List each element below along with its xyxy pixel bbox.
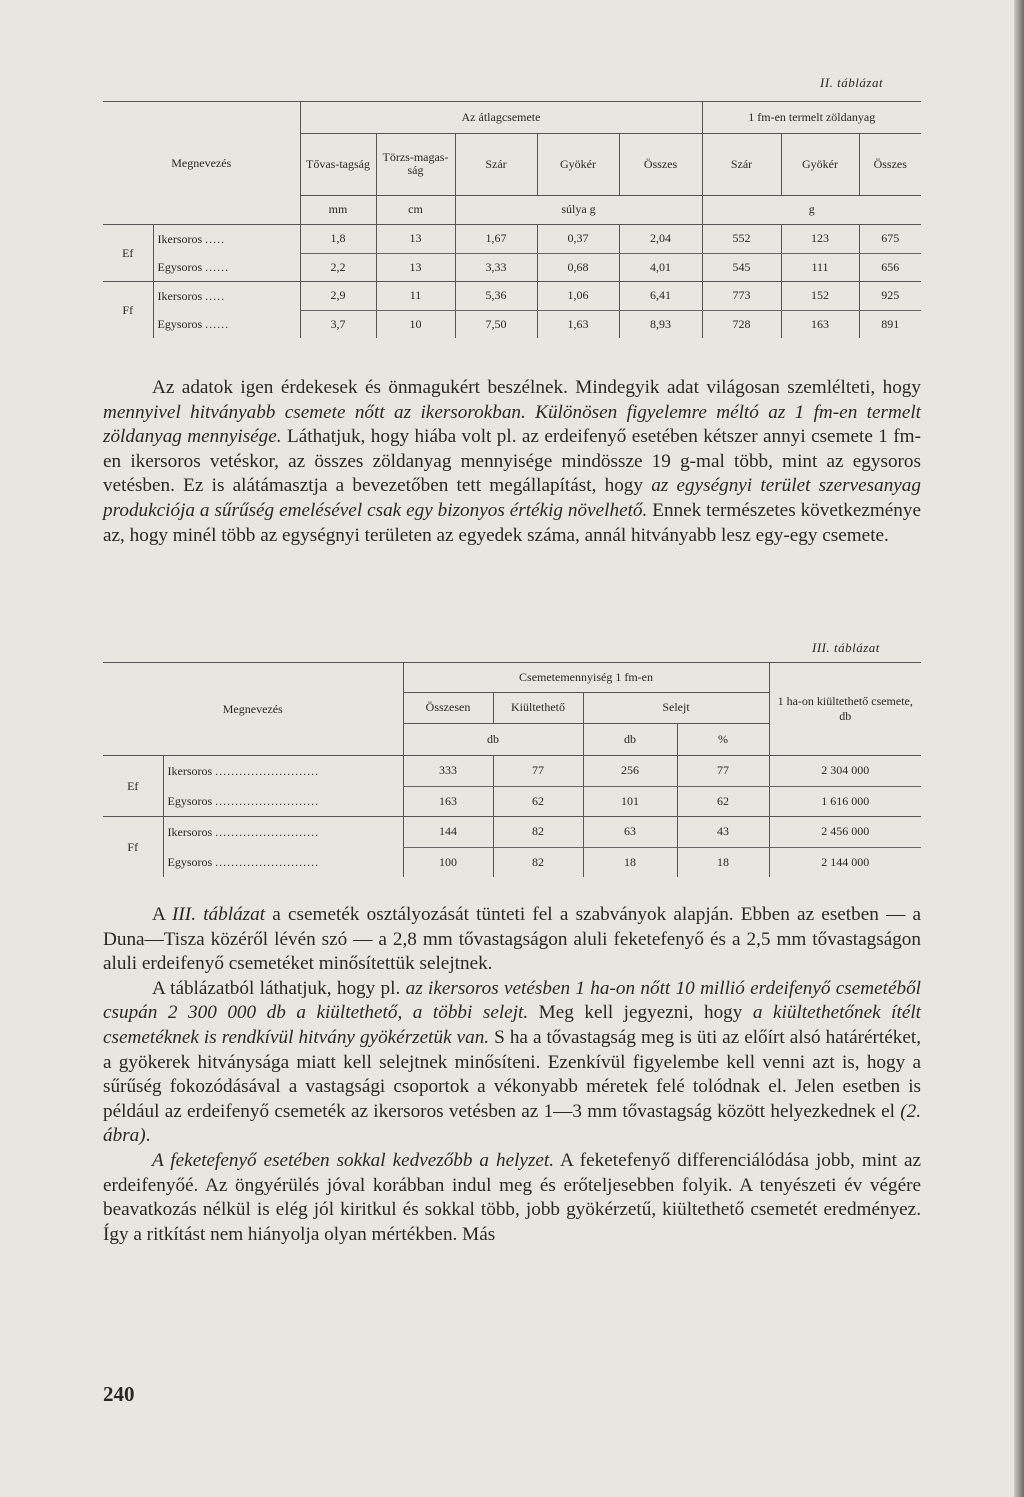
t2-head-osszes: Összes bbox=[619, 133, 702, 195]
t3-cell: 100 bbox=[403, 847, 493, 877]
t3-cell: 62 bbox=[677, 786, 769, 817]
t2-cell: 675 bbox=[859, 225, 921, 254]
t3-row-name bbox=[163, 756, 403, 787]
t3-head-megnevezes: Megnevezés bbox=[103, 663, 403, 756]
t2-cell: 3,7 bbox=[300, 310, 376, 338]
t3-cell: 333 bbox=[403, 756, 493, 787]
t2-head-gyoker: Gyökér bbox=[537, 133, 619, 195]
t2-cell: 13 bbox=[376, 253, 455, 282]
t2-head-szar: Szár bbox=[455, 133, 537, 195]
para4-emphasis: A feketefenyő esetében sokkal kedvezőbb a helyzet. bbox=[152, 1149, 555, 1171]
t3-head-group: Csemetemennyiség 1 fm-en bbox=[403, 663, 769, 693]
t2-cell: 1,06 bbox=[537, 282, 619, 311]
t2-cell: 163 bbox=[781, 310, 859, 338]
leader-dots: ..... bbox=[205, 288, 226, 303]
t2-unit-g: g bbox=[702, 195, 921, 225]
t2-cell: 5,36 bbox=[455, 282, 537, 311]
para3-text: A táblázatból láthatjuk, hogy pl. bbox=[152, 977, 406, 999]
t2-head-fm-gyoker: Gyökér bbox=[781, 133, 859, 195]
t2-cell: 0,68 bbox=[537, 253, 619, 282]
para4-text: A feketefenyő differenciálódása jobb, mint az erdeifenyőé. Az öngyérülés jóval korábban indul meg és erőteljesebben folyik. A tenyészeti év végére beavatkozás nélkül is elég jól kiritkul és sokkal több, jobb gyökérzetű, kiültethető csemetét eredményez. Így a ritkítást nem hiányolja olyan mértékben. Más bbox=[103, 1149, 921, 1245]
para1-text: Ennek természetes következménye az, hogy minél több az egységnyi területen az egyedek száma, annál hitványabb lesz egy-egy csemete. bbox=[103, 499, 921, 546]
t2-cell: 6,41 bbox=[619, 282, 702, 311]
page-number: 240 bbox=[103, 1382, 135, 1406]
t2-cell: 1,63 bbox=[537, 310, 619, 338]
para3-text: . bbox=[145, 1125, 151, 1147]
t2-head-fm-szar: Szár bbox=[702, 133, 781, 195]
table3 bbox=[103, 662, 921, 877]
leader-dots: .......................... bbox=[215, 793, 320, 808]
t2-cell: 11 bbox=[376, 282, 455, 311]
row-label: Egysoros bbox=[167, 793, 213, 808]
t2-cell: 773 bbox=[702, 282, 781, 311]
leader-dots: .......................... bbox=[215, 763, 320, 778]
para1-emphasis: mennyivel hitványabb csemete nőtt az ikersorokban. Különösen figyelemre méltó az 1 fm-en termelt zöldanyag mennyisége. bbox=[103, 401, 921, 448]
row-label: Egysoros bbox=[157, 316, 203, 331]
t3-cell: 82 bbox=[493, 847, 583, 877]
t2-cell: 10 bbox=[376, 310, 455, 338]
leader-dots: ...... bbox=[205, 316, 230, 331]
t2-cell: 728 bbox=[702, 310, 781, 338]
t2-cell: 111 bbox=[781, 253, 859, 282]
t3-unit-pct: % bbox=[677, 723, 769, 755]
paragraph-1 bbox=[103, 376, 921, 548]
t3-cell: 82 bbox=[493, 817, 583, 848]
t2-cell: 2,2 bbox=[300, 253, 376, 282]
t2-cell: 7,50 bbox=[455, 310, 537, 338]
row-label: Ikersoros bbox=[167, 824, 213, 839]
t2-cell: 8,93 bbox=[619, 310, 702, 338]
page-edge bbox=[1014, 0, 1024, 1497]
t3-group-ef: Ef bbox=[103, 756, 163, 817]
t3-cell: 18 bbox=[677, 847, 769, 877]
t3-row-name bbox=[163, 786, 403, 817]
t3-head-ha: 1 ha-on kiültethető csemete, db bbox=[769, 663, 921, 756]
t2-cell: 3,33 bbox=[455, 253, 537, 282]
para1-emphasis: az egységnyi terület szervesanyag produkciója a sűrűség emelésével csak egy bizonyos értékig növelhető. bbox=[103, 475, 921, 521]
para3-emphasis: az ikersoros vetésben 1 ha-on nőtt 10 millió erdeifenyő csemetéből csupán 2 300 000 db a kiültethető, a többi selejt. bbox=[103, 977, 921, 1024]
t2-head-atlag: Az átlagcsemete bbox=[300, 102, 702, 134]
row-label: Egysoros bbox=[167, 854, 213, 869]
t3-cell: 2 304 000 bbox=[769, 756, 921, 787]
t2-row-name bbox=[153, 225, 300, 254]
t3-row-name bbox=[163, 847, 403, 877]
row-label: Ikersoros bbox=[167, 763, 213, 778]
para2-emphasis: III. táblázat bbox=[172, 904, 266, 925]
t2-group-ff: Ff bbox=[103, 282, 153, 339]
t3-cell: 77 bbox=[677, 756, 769, 787]
table2-caption: II. táblázat bbox=[820, 75, 884, 90]
para3-emphasis: (2. ábra) bbox=[103, 1100, 921, 1147]
para3-emphasis: a kiültethetőnek ítélt csemetéknek is rendkívül hitvány gyökérzetük van. bbox=[103, 1002, 922, 1048]
t3-cell: 144 bbox=[403, 817, 493, 848]
t3-head-kiultetheto: Kiültethető bbox=[493, 693, 583, 723]
para3-text: Meg kell jegyezni, hogy bbox=[528, 1002, 753, 1024]
t2-row-name bbox=[153, 310, 300, 338]
t2-cell: 925 bbox=[859, 282, 921, 311]
t3-group-ff: Ff bbox=[103, 817, 163, 878]
t3-cell: 163 bbox=[403, 786, 493, 817]
t2-cell: 13 bbox=[376, 225, 455, 254]
t3-cell: 63 bbox=[583, 817, 677, 848]
t2-cell: 4,01 bbox=[619, 253, 702, 282]
leader-dots: ..... bbox=[205, 231, 226, 246]
t3-cell: 101 bbox=[583, 786, 677, 817]
t3-head-selejt: Selejt bbox=[583, 693, 769, 723]
t3-unit-db2: db bbox=[583, 723, 677, 755]
para3-text: S ha a tővastagság meg is üti az előírt alsó határértéket, a gyökerek hitványsága miatt kell selejtnek minősíteni. Ezenkívül figyelembe kell venni azt is, hogy a sűrűség fokozódásával a vastagsági csoportok a vékonyabb méretek felé tolódnak el. Jelen esetben is például az erdeifenyő csemeték az ikersoros vetésben az 1—3 mm tővastagság között helyezkednek el bbox=[103, 1026, 921, 1122]
t3-cell: 1 616 000 bbox=[769, 786, 921, 817]
t2-unit-mm: mm bbox=[300, 195, 376, 225]
t2-group-ef: Ef bbox=[103, 225, 153, 282]
t3-cell: 43 bbox=[677, 817, 769, 848]
t3-row-name bbox=[163, 817, 403, 848]
leader-dots: .......................... bbox=[215, 854, 320, 869]
t2-cell: 656 bbox=[859, 253, 921, 282]
para1-text: Az adatok igen érdekesek és önmagukért beszélnek. Mindegyik adat világosan szemlélteti, hogy bbox=[152, 377, 921, 398]
t2-cell: 0,37 bbox=[537, 225, 619, 254]
t2-head-megnevezes: Megnevezés bbox=[103, 102, 300, 225]
t3-head-osszesen: Összesen bbox=[403, 693, 493, 723]
t2-row-name bbox=[153, 282, 300, 311]
row-label: Egysoros bbox=[157, 259, 203, 274]
t3-cell: 18 bbox=[583, 847, 677, 877]
row-label: Ikersoros bbox=[157, 231, 203, 246]
t2-cell: 2,9 bbox=[300, 282, 376, 311]
table3-caption: III. táblázat bbox=[812, 640, 880, 655]
t3-cell: 77 bbox=[493, 756, 583, 787]
t2-cell: 552 bbox=[702, 225, 781, 254]
t2-cell: 123 bbox=[781, 225, 859, 254]
t2-cell: 152 bbox=[781, 282, 859, 311]
t3-cell: 2 144 000 bbox=[769, 847, 921, 877]
table2 bbox=[103, 101, 921, 338]
t3-unit-db: db bbox=[403, 723, 583, 755]
t2-head-fm-osszes: Összes bbox=[859, 133, 921, 195]
t2-cell: 545 bbox=[702, 253, 781, 282]
t2-cell: 1,67 bbox=[455, 225, 537, 254]
t2-head-tovas: Tővas-tagság bbox=[300, 133, 376, 195]
para1-text: Láthatjuk, hogy hiába volt pl. az erdeifenyő esetében kétszer annyi csemete 1 fm-en ikersoros vetéskor, az összes zöldanyag mennyisége mindössze 19 g-mal több, mint az egysoros vetésben. Ez is alátámasztja a bevezetőben tett megállapítást, hogy bbox=[103, 426, 921, 497]
t2-head-fm: 1 fm-en termelt zöldanyag bbox=[702, 102, 921, 134]
row-label: Ikersoros bbox=[157, 288, 203, 303]
t3-cell: 256 bbox=[583, 756, 677, 787]
t3-cell: 62 bbox=[493, 786, 583, 817]
leader-dots: ...... bbox=[205, 259, 230, 274]
para2-text: a csemeték osztályozását tünteti fel a szabványok alapján. Ebben az esetben — a Duna—Tisza közéről lévén szó — a 2,8 mm tővastagságon aluli feketefenyő és a 2,5 mm tővastagságon aluli erdeifenyő csemetéket minősítettük selejtnek. bbox=[103, 904, 921, 975]
t2-cell: 891 bbox=[859, 310, 921, 338]
t2-cell: 1,8 bbox=[300, 225, 376, 254]
t3-cell: 2 456 000 bbox=[769, 817, 921, 848]
t2-cell: 2,04 bbox=[619, 225, 702, 254]
t2-head-torzs: Törzs-magas-ság bbox=[376, 133, 455, 195]
t2-unit-sulya: súlya g bbox=[455, 195, 702, 225]
t2-unit-cm: cm bbox=[376, 195, 455, 225]
t2-row-name bbox=[153, 253, 300, 282]
paragraph-2 bbox=[103, 903, 921, 1247]
leader-dots: .......................... bbox=[215, 824, 320, 839]
para2-text: A bbox=[152, 904, 173, 925]
